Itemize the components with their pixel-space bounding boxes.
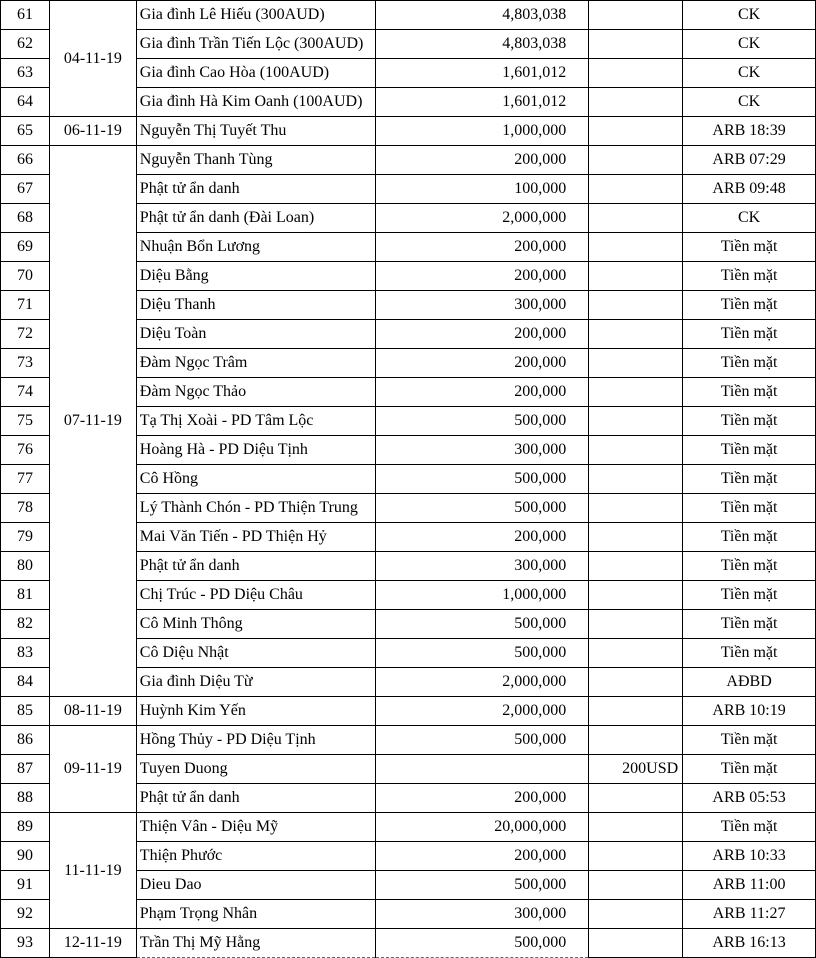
amount-vnd-cell[interactable]: 300,000	[375, 436, 589, 465]
donor-name-cell[interactable]: Cô Diệu Nhật	[136, 639, 375, 668]
foreign-amount-cell[interactable]	[589, 320, 683, 349]
amount-vnd-cell[interactable]: 500,000	[375, 407, 589, 436]
payment-method-cell[interactable]: Tiền mặt	[683, 813, 816, 842]
payment-method-cell[interactable]: ARB 11:00	[683, 871, 816, 900]
payment-method-cell[interactable]: Tiền mặt	[683, 639, 816, 668]
row-number-cell[interactable]: 92	[1, 900, 50, 929]
donor-name-cell[interactable]: Phật tử ẩn danh	[136, 175, 375, 204]
payment-method-cell[interactable]: Tiền mặt	[683, 581, 816, 610]
row-number-cell[interactable]: 65	[1, 117, 50, 146]
foreign-amount-cell[interactable]	[589, 610, 683, 639]
donor-name-cell[interactable]: Chị Trúc - PD Diệu Châu	[136, 581, 375, 610]
foreign-amount-cell[interactable]	[589, 436, 683, 465]
amount-vnd-cell[interactable]: 2,000,000	[375, 668, 589, 697]
amount-vnd-cell[interactable]: 200,000	[375, 320, 589, 349]
amount-vnd-cell[interactable]: 1,601,012	[375, 88, 589, 117]
date-cell[interactable]: 04-11-19	[49, 1, 136, 117]
row-number-cell[interactable]: 85	[1, 697, 50, 726]
amount-vnd-cell[interactable]: 300,000	[375, 291, 589, 320]
date-cell[interactable]: 06-11-19	[49, 117, 136, 146]
row-number-cell[interactable]: 72	[1, 320, 50, 349]
table-row	[1, 1, 816, 30]
foreign-amount-cell[interactable]	[589, 1, 683, 30]
date-cell[interactable]: 11-11-19	[49, 813, 136, 929]
amount-vnd-cell[interactable]: 500,000	[375, 610, 589, 639]
amount-vnd-cell[interactable]: 1,000,000	[375, 581, 589, 610]
row-number-cell[interactable]: 75	[1, 407, 50, 436]
payment-method-cell[interactable]: ARB 11:27	[683, 900, 816, 929]
row-number-cell[interactable]: 88	[1, 784, 50, 813]
donor-name-cell[interactable]: Gia đình Trần Tiến Lộc (300AUD)	[136, 30, 375, 59]
table-row	[1, 697, 816, 726]
date-cell[interactable]: 08-11-19	[49, 697, 136, 726]
foreign-amount-cell[interactable]	[589, 871, 683, 900]
payment-method-cell[interactable]: ARB 05:53	[683, 784, 816, 813]
amount-vnd-cell[interactable]: 200,000	[375, 349, 589, 378]
payment-method-cell[interactable]: Tiền mặt	[683, 610, 816, 639]
foreign-amount-cell[interactable]	[589, 291, 683, 320]
payment-method-cell[interactable]: Tiền mặt	[683, 349, 816, 378]
foreign-amount-cell[interactable]	[589, 262, 683, 291]
amount-vnd-cell[interactable]: 500,000	[375, 465, 589, 494]
payment-method-cell[interactable]: Tiền mặt	[683, 233, 816, 262]
table-row	[1, 929, 816, 958]
payment-method-cell[interactable]: Tiền mặt	[683, 726, 816, 755]
foreign-amount-cell[interactable]	[589, 117, 683, 146]
foreign-amount-cell[interactable]	[589, 204, 683, 233]
foreign-amount-cell[interactable]	[589, 813, 683, 842]
donor-name-cell[interactable]: Phật tử ẩn danh	[136, 552, 375, 581]
amount-vnd-cell[interactable]: 200,000	[375, 842, 589, 871]
foreign-amount-cell[interactable]	[589, 552, 683, 581]
payment-method-cell[interactable]: Tiền mặt	[683, 291, 816, 320]
donor-name-cell[interactable]: Thiện Phước	[136, 842, 375, 871]
row-number-cell[interactable]: 71	[1, 291, 50, 320]
row-number-cell[interactable]: 61	[1, 1, 50, 30]
payment-method-cell[interactable]: CK	[683, 30, 816, 59]
foreign-amount-cell[interactable]	[589, 378, 683, 407]
payment-method-cell[interactable]: CK	[683, 88, 816, 117]
amount-vnd-cell[interactable]: 500,000	[375, 871, 589, 900]
payment-method-cell[interactable]: Tiền mặt	[683, 378, 816, 407]
row-number-cell[interactable]: 66	[1, 146, 50, 175]
foreign-amount-cell[interactable]	[589, 465, 683, 494]
donor-name-cell[interactable]: Gia đình Diệu Từ	[136, 668, 375, 697]
payment-method-cell[interactable]: Tiền mặt	[683, 407, 816, 436]
payment-method-cell[interactable]: Tiền mặt	[683, 755, 816, 784]
amount-vnd-cell[interactable]: 20,000,000	[375, 813, 589, 842]
donor-name-cell[interactable]: Cô Hồng	[136, 465, 375, 494]
donor-name-cell[interactable]: Phật tử ẩn danh	[136, 784, 375, 813]
amount-vnd-cell[interactable]	[375, 755, 589, 784]
foreign-amount-cell[interactable]	[589, 900, 683, 929]
row-number-cell[interactable]: 67	[1, 175, 50, 204]
donor-name-cell[interactable]: Gia đình Cao Hòa (100AUD)	[136, 59, 375, 88]
amount-vnd-cell[interactable]: 1,601,012	[375, 59, 589, 88]
date-cell[interactable]: 09-11-19	[49, 726, 136, 813]
payment-method-cell[interactable]: CK	[683, 204, 816, 233]
amount-vnd-cell[interactable]: 500,000	[375, 639, 589, 668]
row-number-cell[interactable]: 70	[1, 262, 50, 291]
amount-vnd-cell[interactable]: 4,803,038	[375, 1, 589, 30]
payment-method-cell[interactable]: Tiền mặt	[683, 320, 816, 349]
donor-name-cell[interactable]: Dieu Dao	[136, 871, 375, 900]
amount-vnd-cell[interactable]: 200,000	[375, 784, 589, 813]
row-number-cell[interactable]: 81	[1, 581, 50, 610]
foreign-amount-cell[interactable]	[589, 30, 683, 59]
row-number-cell[interactable]: 80	[1, 552, 50, 581]
payment-method-cell[interactable]: AĐBD	[683, 668, 816, 697]
payment-method-cell[interactable]: CK	[683, 1, 816, 30]
amount-vnd-cell[interactable]: 200,000	[375, 233, 589, 262]
amount-vnd-cell[interactable]: 500,000	[375, 726, 589, 755]
foreign-amount-cell[interactable]	[589, 784, 683, 813]
payment-method-cell[interactable]: ARB 10:19	[683, 697, 816, 726]
row-number-cell[interactable]: 87	[1, 755, 50, 784]
donor-name-cell[interactable]: Hồng Thủy - PD Diệu Tịnh	[136, 726, 375, 755]
foreign-amount-cell[interactable]	[589, 668, 683, 697]
payment-method-cell[interactable]: Tiền mặt	[683, 465, 816, 494]
donor-name-cell[interactable]: Gia đình Lê Hiếu (300AUD)	[136, 1, 375, 30]
row-number-cell[interactable]: 77	[1, 465, 50, 494]
amount-vnd-cell[interactable]: 200,000	[375, 378, 589, 407]
row-number-cell[interactable]: 68	[1, 204, 50, 233]
foreign-amount-cell[interactable]	[589, 349, 683, 378]
date-cell[interactable]: 07-11-19	[49, 146, 136, 697]
row-number-cell[interactable]: 63	[1, 59, 50, 88]
row-number-cell[interactable]: 90	[1, 842, 50, 871]
amount-vnd-cell[interactable]: 200,000	[375, 523, 589, 552]
payment-method-cell[interactable]: ARB 09:48	[683, 175, 816, 204]
row-number-cell[interactable]: 73	[1, 349, 50, 378]
amount-vnd-cell[interactable]: 2,000,000	[375, 204, 589, 233]
amount-vnd-cell[interactable]: 500,000	[375, 494, 589, 523]
payment-method-cell[interactable]: ARB 10:33	[683, 842, 816, 871]
payment-method-cell[interactable]: ARB 16:13	[683, 929, 816, 958]
amount-vnd-cell[interactable]: 300,000	[375, 552, 589, 581]
foreign-amount-cell[interactable]: 200USD	[589, 755, 683, 784]
donor-name-cell[interactable]: Nhuận Bổn Lương	[136, 233, 375, 262]
foreign-amount-cell[interactable]	[589, 146, 683, 175]
row-number-cell[interactable]: 83	[1, 639, 50, 668]
amount-vnd-cell[interactable]: 1,000,000	[375, 117, 589, 146]
donor-name-cell[interactable]: Diệu Thanh	[136, 291, 375, 320]
row-number-cell[interactable]: 84	[1, 668, 50, 697]
row-number-cell[interactable]: 74	[1, 378, 50, 407]
donor-name-cell[interactable]: Mai Văn Tiến - PD Thiện Hỷ	[136, 523, 375, 552]
foreign-amount-cell[interactable]	[589, 639, 683, 668]
row-number-cell[interactable]: 64	[1, 88, 50, 117]
row-number-cell[interactable]: 62	[1, 30, 50, 59]
donor-name-cell[interactable]: Thiện Vân - Diệu Mỹ	[136, 813, 375, 842]
amount-vnd-cell[interactable]: 100,000	[375, 175, 589, 204]
foreign-amount-cell[interactable]	[589, 581, 683, 610]
donor-name-cell[interactable]: Tạ Thị Xoài - PD Tâm Lộc	[136, 407, 375, 436]
amount-vnd-cell[interactable]: 200,000	[375, 262, 589, 291]
foreign-amount-cell[interactable]	[589, 59, 683, 88]
amount-vnd-cell[interactable]: 300,000	[375, 900, 589, 929]
foreign-amount-cell[interactable]	[589, 523, 683, 552]
donor-name-cell[interactable]: Diệu Toàn	[136, 320, 375, 349]
donor-name-cell[interactable]: Diệu Bằng	[136, 262, 375, 291]
donor-name-cell[interactable]: Hoàng Hà - PD Diệu Tịnh	[136, 436, 375, 465]
donor-name-cell[interactable]: Tuyen Duong	[136, 755, 375, 784]
amount-vnd-cell[interactable]: 2,000,000	[375, 697, 589, 726]
row-number-cell[interactable]: 78	[1, 494, 50, 523]
amount-vnd-cell[interactable]: 200,000	[375, 146, 589, 175]
row-number-cell[interactable]: 93	[1, 929, 50, 958]
foreign-amount-cell[interactable]	[589, 929, 683, 958]
donor-name-cell[interactable]: Phạm Trọng Nhân	[136, 900, 375, 929]
donor-name-cell[interactable]: Phật tử ẩn danh (Đài Loan)	[136, 204, 375, 233]
foreign-amount-cell[interactable]	[589, 726, 683, 755]
payment-method-cell[interactable]: Tiền mặt	[683, 436, 816, 465]
foreign-amount-cell[interactable]	[589, 407, 683, 436]
payment-method-cell[interactable]: CK	[683, 59, 816, 88]
donor-name-cell[interactable]: Đàm Ngọc Trâm	[136, 349, 375, 378]
row-number-cell[interactable]: 82	[1, 610, 50, 639]
table-row	[1, 726, 816, 755]
date-cell[interactable]: 12-11-19	[49, 929, 136, 958]
foreign-amount-cell[interactable]	[589, 494, 683, 523]
donation-table-body	[1, 1, 816, 958]
donor-name-cell[interactable]: Nguyễn Thị Tuyết Thu	[136, 117, 375, 146]
row-number-cell[interactable]: 89	[1, 813, 50, 842]
payment-method-cell[interactable]: ARB 07:29	[683, 146, 816, 175]
row-number-cell[interactable]: 76	[1, 436, 50, 465]
row-number-cell[interactable]: 79	[1, 523, 50, 552]
table-row	[1, 117, 816, 146]
foreign-amount-cell[interactable]	[589, 233, 683, 262]
foreign-amount-cell[interactable]	[589, 175, 683, 204]
table-row	[1, 146, 816, 175]
table-row	[1, 813, 816, 842]
donor-name-cell[interactable]: Lý Thành Chón - PD Thiện Trung	[136, 494, 375, 523]
donor-name-cell[interactable]: Cô Minh Thông	[136, 610, 375, 639]
row-number-cell[interactable]: 86	[1, 726, 50, 755]
payment-method-cell[interactable]: Tiền mặt	[683, 494, 816, 523]
donor-name-cell[interactable]: Đàm Ngọc Thảo	[136, 378, 375, 407]
foreign-amount-cell[interactable]	[589, 697, 683, 726]
row-number-cell[interactable]: 69	[1, 233, 50, 262]
amount-vnd-cell[interactable]: 500,000	[375, 929, 589, 958]
payment-method-cell[interactable]: ARB 18:39	[683, 117, 816, 146]
amount-vnd-cell[interactable]: 4,803,038	[375, 30, 589, 59]
payment-method-cell[interactable]: Tiền mặt	[683, 262, 816, 291]
foreign-amount-cell[interactable]	[589, 88, 683, 117]
payment-method-cell[interactable]: Tiền mặt	[683, 552, 816, 581]
foreign-amount-cell[interactable]	[589, 842, 683, 871]
donor-name-cell[interactable]: Nguyễn Thanh Tùng	[136, 146, 375, 175]
row-number-cell[interactable]: 91	[1, 871, 50, 900]
donor-name-cell[interactable]: Gia đình Hà Kim Oanh (100AUD)	[136, 88, 375, 117]
donor-name-cell[interactable]: Huỳnh Kim Yến	[136, 697, 375, 726]
payment-method-cell[interactable]: Tiền mặt	[683, 523, 816, 552]
donor-name-cell[interactable]: Trần Thị Mỹ Hằng	[136, 929, 375, 958]
